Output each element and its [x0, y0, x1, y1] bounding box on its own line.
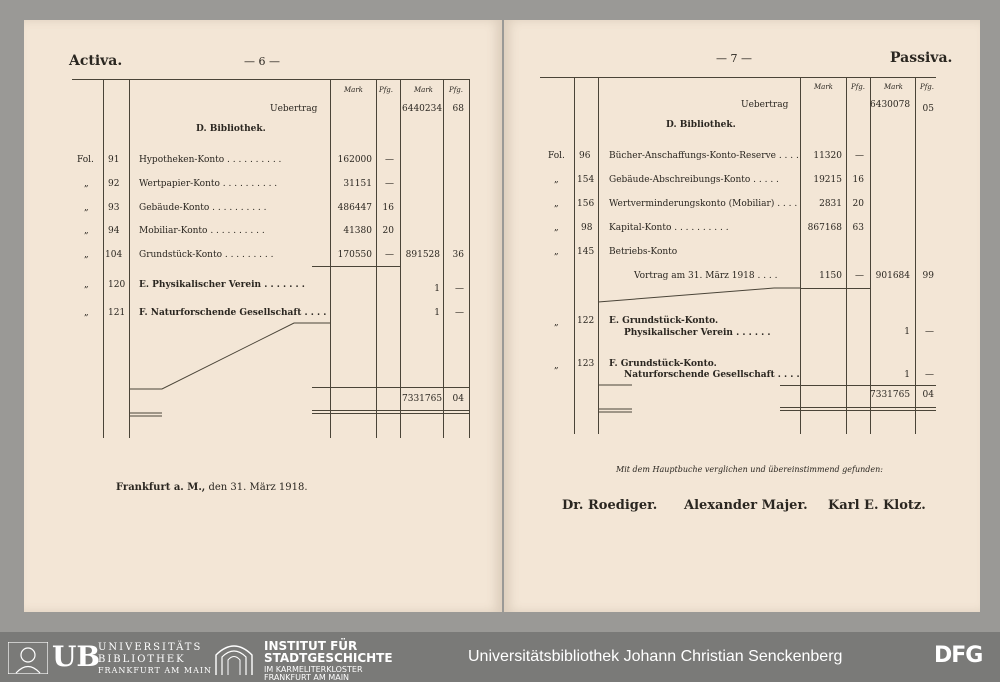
fol-cell: „	[84, 226, 89, 236]
ub-line2: BIBLIOTHEK	[98, 654, 186, 665]
mark-cell: 11320	[813, 151, 842, 161]
pfg-cell: —	[385, 155, 394, 165]
right-total-double-rule	[780, 407, 936, 408]
fol-cell: „	[554, 361, 559, 371]
isg-line3: IM KARMELITERKLOSTER	[264, 665, 363, 674]
left-total-mark: 7331765	[402, 394, 443, 404]
label-cell: E. Physikalischer Verein . . . . . . .	[139, 280, 305, 290]
mark-cell: 1	[434, 308, 440, 318]
pfg-cell: 16	[382, 203, 394, 213]
verification-note: Mit dem Hauptbuche verglichen und übereinstimmend gefunden:	[616, 465, 883, 474]
left-total-double-rule	[312, 413, 470, 414]
right-page-number: — 7 —	[716, 52, 752, 65]
label-cell: Mobiliar-Konto . . . . . . . . . .	[139, 226, 265, 236]
mark-cell: 170550	[337, 250, 372, 260]
pfg-cell: 20	[852, 199, 864, 209]
isg-line1: INSTITUT FÜR	[264, 639, 358, 653]
fol-cell: „	[554, 318, 559, 328]
left-col-mark: Mark	[414, 86, 433, 94]
label-cell: Hypotheken-Konto . . . . . . . . . .	[139, 155, 282, 165]
fol-cell: „	[84, 308, 89, 318]
pfg-cell: —	[455, 308, 464, 318]
label-cell: Grundstück-Konto . . . . . . . . .	[139, 250, 274, 260]
left-total-rule	[312, 387, 470, 388]
isg-line4: FRANKFURT AM MAIN	[264, 673, 350, 682]
mark-cell: 2831	[819, 199, 842, 209]
place: Frankfurt a. M.,	[116, 482, 206, 493]
pfg-cell: —	[385, 179, 394, 189]
footer-bar	[0, 632, 1000, 682]
fol-cell: „	[554, 175, 559, 185]
left-total-double-rule	[312, 410, 470, 411]
label-cell: Wertpapier-Konto . . . . . . . . . .	[139, 179, 278, 189]
right-uebertrag-mark: 6430078	[870, 100, 911, 110]
label-cell: Bücher-Anschaffungs-Konto-Reserve . . . .	[609, 151, 799, 161]
no-cell: 154	[577, 175, 595, 185]
right-total-rule	[780, 385, 936, 386]
fol-cell: „	[84, 179, 89, 189]
left-uebertrag-mark: 6440234	[402, 104, 443, 114]
date: den 31. März 1918.	[208, 482, 308, 493]
mark-cell: 867168	[807, 223, 842, 233]
label-cell: Physikalischer Verein . . . . . .	[624, 328, 771, 338]
label-cell: Betriebs-Konto	[609, 247, 678, 257]
footer-center-text: Universitätsbibliothek Johann Christian Senckenberg	[468, 648, 843, 665]
left-uebertrag-label: Uebertrag	[270, 104, 318, 114]
pfg-cell: —	[925, 327, 934, 337]
no-cell: 156	[577, 199, 595, 209]
right-col-mark: Mark	[814, 83, 833, 91]
right-uebertrag-pfg: 05	[922, 104, 934, 114]
label-cell: E. Grundstück-Konto.	[609, 316, 719, 326]
label-cell: Naturforschende Gesellschaft . . . .	[624, 370, 800, 380]
mark-cell: 1	[434, 284, 440, 294]
pfg-cell: 63	[852, 223, 864, 233]
left-cancel-line	[24, 20, 502, 612]
pfg2-cell: 36	[452, 250, 464, 260]
fol-cell: „	[554, 247, 559, 257]
fol-cell: „	[84, 250, 89, 260]
fol-cell: „	[554, 199, 559, 209]
mark-cell: 19215	[813, 175, 842, 185]
no-cell: 96	[579, 151, 591, 161]
no-cell: 122	[577, 316, 595, 326]
label-cell: Gebäude-Abschreibungs-Konto . . . . .	[609, 175, 779, 185]
no-cell: 91	[108, 155, 120, 165]
mark-cell: 1150	[819, 271, 842, 281]
mark2-cell: 891528	[405, 250, 440, 260]
fol-cell: Fol.	[77, 155, 94, 165]
left-col-pfg: Pfg.	[449, 86, 464, 94]
right-section-d: D. Bibliothek.	[666, 120, 736, 130]
pfg-cell: —	[855, 271, 864, 281]
left-page-number: — 6 —	[244, 55, 280, 68]
mark-cell: 1	[904, 327, 910, 337]
label-cell: Vortrag am 31. März 1918 . . . .	[634, 271, 778, 281]
label-cell: Gebäude-Konto . . . . . . . . . .	[139, 203, 267, 213]
no-cell: 123	[577, 359, 595, 369]
ub-portrait-icon	[8, 642, 48, 674]
right-col-pfg: Pfg.	[851, 83, 866, 91]
pfg-cell: —	[385, 250, 394, 260]
pfg-cell: 20	[382, 226, 394, 236]
mark-cell: 41380	[343, 226, 372, 236]
label-cell: F. Grundstück-Konto.	[609, 359, 717, 369]
ub-line1: UNIVERSITÄTS	[98, 642, 203, 653]
right-page	[504, 20, 980, 612]
right-total-double-rule	[780, 410, 936, 411]
dfg-logo: DFG	[934, 643, 983, 668]
left-uebertrag-pfg: 68	[452, 104, 464, 114]
no-cell: 120	[108, 280, 126, 290]
fol-cell: „	[84, 203, 89, 213]
fol-cell: „	[554, 223, 559, 233]
mark-cell: 31151	[343, 179, 372, 189]
left-total-pfg: 04	[452, 394, 464, 404]
mark2-cell: 901684	[875, 271, 910, 281]
right-col-mark: Mark	[884, 83, 903, 91]
left-col-pfg: Pfg.	[379, 86, 394, 94]
mark-cell: 162000	[337, 155, 372, 165]
fol-cell: „	[84, 280, 89, 290]
pfg-cell: 16	[852, 175, 864, 185]
no-cell: 104	[105, 250, 123, 260]
isg-line2: STADTGESCHICHTE	[264, 651, 393, 665]
no-cell: 145	[577, 247, 595, 257]
signature-klotz: Karl E. Klotz.	[828, 498, 926, 513]
ub-logo: UB	[52, 640, 101, 673]
mark-cell: 486447	[337, 203, 372, 213]
no-cell: 121	[108, 308, 126, 318]
pfg-cell: —	[855, 151, 864, 161]
no-cell: 98	[581, 223, 593, 233]
fol-cell: Fol.	[548, 151, 565, 161]
right-cancel-line	[504, 20, 980, 612]
no-cell: 93	[108, 203, 120, 213]
right-total-pfg: 04	[922, 390, 934, 400]
label-cell: Wertverminderungskonto (Mobiliar) . . . .	[609, 199, 798, 209]
label-cell: F. Naturforschende Gesellschaft . . . .	[139, 308, 327, 318]
mark-cell: 1	[904, 370, 910, 380]
left-place-date	[116, 482, 308, 493]
right-uebertrag-label: Uebertrag	[741, 100, 789, 110]
pfg-cell: —	[925, 370, 934, 380]
left-section-d: D. Bibliothek.	[196, 124, 266, 134]
isg-arch-icon	[214, 641, 254, 675]
left-page	[24, 20, 502, 612]
left-header: Activa.	[69, 53, 123, 69]
label-cell: Kapital-Konto . . . . . . . . . .	[609, 223, 729, 233]
right-total-mark: 7331765	[870, 390, 911, 400]
no-cell: 94	[108, 226, 120, 236]
left-col-mark: Mark	[344, 86, 363, 94]
pfg2-cell: 99	[922, 271, 934, 281]
right-header: Passiva.	[890, 50, 953, 66]
no-cell: 92	[108, 179, 120, 189]
signature-roediger: Dr. Roediger.	[562, 498, 658, 513]
right-col-pfg: Pfg.	[920, 83, 935, 91]
signature-majer: Alexander Majer.	[684, 498, 808, 513]
ub-line3: FRANKFURT AM MAIN	[98, 666, 213, 675]
pfg-cell: —	[455, 284, 464, 294]
